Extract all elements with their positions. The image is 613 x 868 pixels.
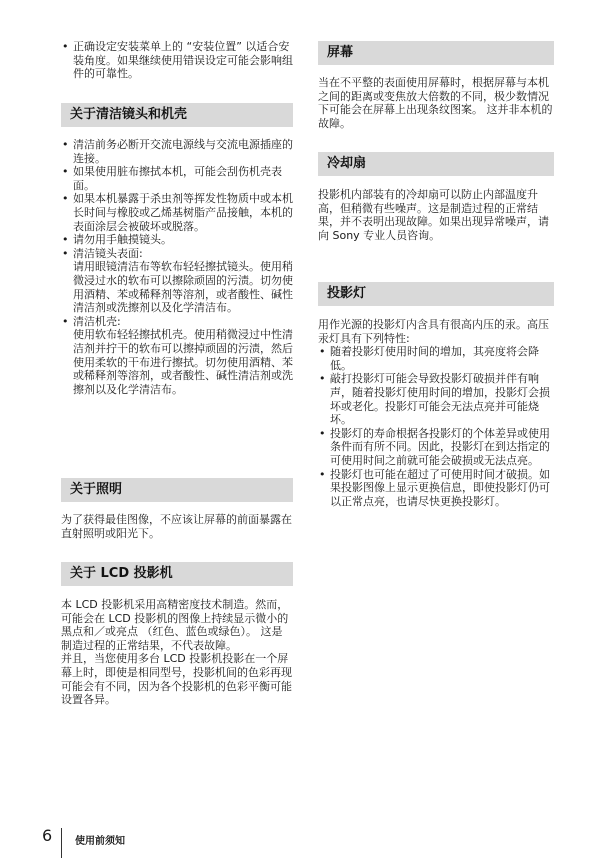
screen-text: 当在不平整的表面使用屏幕时，根据屏幕与本机之间的距离或变焦放大倍数的不同，极少数情况下可能会在屏幕上出现条纹图案。 这并非本机的故障。 xyxy=(318,76,553,130)
list-item: • 正确设定安装菜单上的 “安装位置” 以适合安装角度。如果继续使用错误设定可能会影响组件的可靠性。 xyxy=(61,40,293,81)
section-heading-cleaning: 关于清洁镜头和机壳 xyxy=(61,103,293,127)
lens-label: • 清洁镜头表面: xyxy=(73,246,143,260)
section-heading-screen: 屏幕 xyxy=(318,41,554,65)
screen-block xyxy=(318,76,554,130)
page-number: 6 xyxy=(42,826,53,845)
fan-block xyxy=(318,188,554,242)
section-heading-lamp: 投影灯 xyxy=(318,282,554,306)
list-item-lens xyxy=(61,247,293,315)
list-item: • 如果使用脏布擦拭本机，可能会刮伤机壳表面。 xyxy=(61,165,293,192)
list-item: • 敲打投影灯可能会导致投影灯破损并伴有响声，随着投影灯使用时间的增加，投影灯会损坏或老化。投影灯可能会无法点亮并可能烧坏。 xyxy=(318,372,554,426)
fan-text: 投影机内部装有的冷却扇可以防止内部温度升高，但稍微有些噪声。这是制造过程的正常结果，并不表明出现故障。如果出现异常噪声，请向 Sony 专业人员咨询。 xyxy=(318,188,549,242)
lcd-text-2: 并且，当您使用多台 LCD 投影机投影在一个屏幕上时，即使是相同型号，投影机间的色彩再现可能会有不同，因为各个投影机的色彩平衡可能设置各异。 xyxy=(61,652,292,707)
section-heading-lighting: 关于照明 xyxy=(61,478,293,502)
intro-list xyxy=(61,40,293,81)
section-heading-fan: 冷却扇 xyxy=(318,152,554,176)
list-item: • 如果本机暴露于杀虫剂等挥发性物质中或本机长时间与橡胶或乙烯基树脂产品接触，本机的表面涂层会被破坏或脱落。 xyxy=(61,192,293,233)
list-item: • 清洁前务必断开交流电源线与交流电源插座的连接。 xyxy=(61,138,293,165)
lcd-block xyxy=(61,598,293,707)
intro-block xyxy=(61,40,293,81)
lcd-text-1: 本 LCD 投影机采用高精密度技术制造。然而，可能会在 LCD 投影机的图像上持续显示微小的黑点和／或亮点 （红色、蓝色或绿色）。 这是制造过程的正常结果，不代表故障。 xyxy=(61,598,289,652)
lamp-list xyxy=(318,345,554,508)
list-item-cabinet xyxy=(61,315,293,397)
lighting-text: 为了获得最佳图像，不应该让屏幕的前面暴露在直射照明或阳光下。 xyxy=(61,513,292,540)
list-item: • 投影灯的寿命根据各投影灯的个体差异或使用条件而有所不同。因此，投影灯在到达指定的可使用时间之前就可能会破损或无法点亮。 xyxy=(318,427,554,468)
list-item: • 随着投影灯使用时间的增加，其亮度将会降低。 xyxy=(318,345,554,372)
lens-text: 请用眼镜清洁布等软布轻轻擦拭镜头。使用稍微浸过水的软布可以擦除顽固的污渍。切勿使用酒精、苯或稀释剂等溶剂，或者酸性、碱性清洁剂或洗擦剂以及化学清洁布。 xyxy=(73,260,293,315)
lighting-block xyxy=(61,513,293,540)
cleaning-list xyxy=(61,138,293,396)
section-heading-lcd: 关于 LCD 投影机 xyxy=(61,562,293,586)
lamp-block xyxy=(318,318,554,508)
cabinet-label: • 清洁机壳: xyxy=(73,314,121,328)
list-item: • 投影灯也可能在超过了可使用时间才破损。如果投影图像上显示更换信息，即使投影灯仍可以正常点亮，也请尽快更换投影灯。 xyxy=(318,468,554,509)
cleaning-block xyxy=(61,138,293,396)
cabinet-text: 使用软布轻轻擦拭机壳。使用稍微浸过中性清洁剂并拧干的软布可以擦掉顽固的污渍，然后使用柔软的干布进行擦拭。切勿使用酒精、苯或稀释剂等溶剂，或者酸性、碱性清洁剂或洗擦剂以及化学清洁布。 xyxy=(73,328,293,396)
lamp-text: 用作光源的投影灯内含具有很高内压的汞。高压汞灯具有下列特性: xyxy=(318,318,549,345)
list-item: • 请勿用手触摸镜头。 xyxy=(61,233,293,247)
footer-divider xyxy=(61,828,62,858)
footer-label: 使用前须知 xyxy=(75,836,125,847)
